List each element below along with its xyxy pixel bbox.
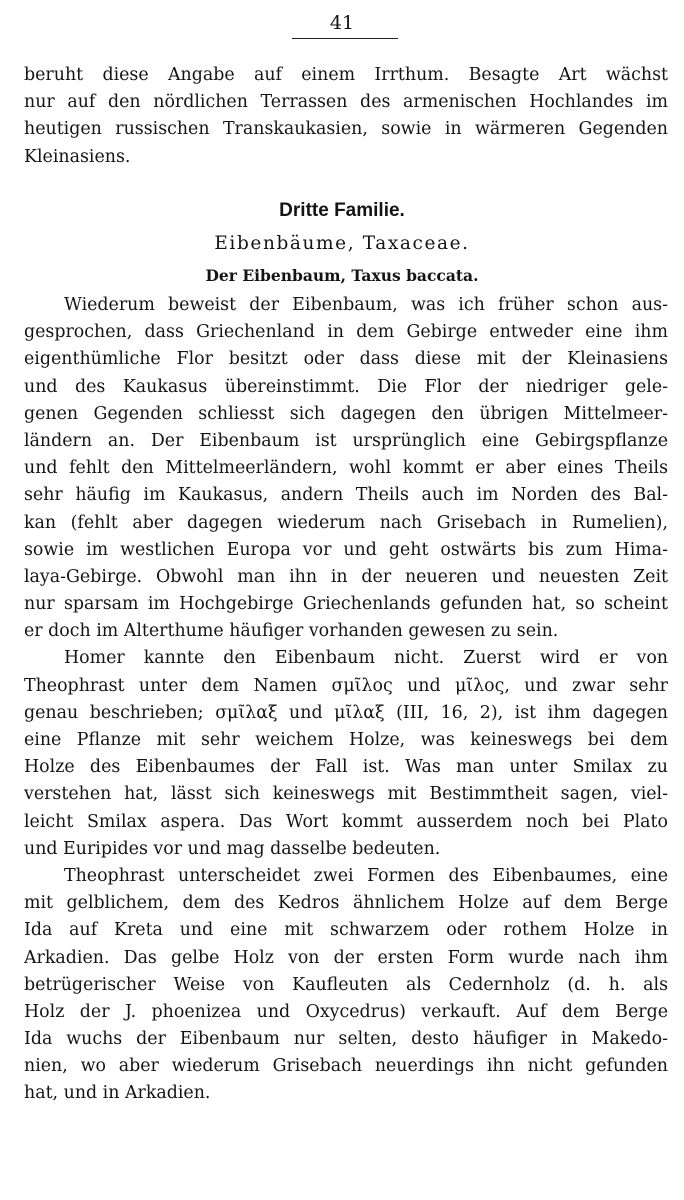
text-line: und fehlt den Mittelmeerländern, wohl kommt er aber eines Theils bbox=[24, 458, 668, 479]
text-line: Homer kannte den Eibenbaum nicht. Zuerst wird er von bbox=[64, 648, 668, 669]
family-subheading: Eibenbäume, Taxaceae. bbox=[214, 233, 470, 254]
text-line: nur auf den nördlichen Terrassen des armenischen Hochlandes im bbox=[24, 92, 668, 113]
text-line: gesprochen, dass Griechenland in dem Gebirge entweder eine ihm bbox=[24, 322, 668, 343]
text-line: genau beschrieben; σμῖλαξ und μῖλαξ (III, 16, 2), ist ihm dagegen bbox=[24, 702, 668, 723]
text-line: leicht Smilax aspera. Das Wort kommt ausserdem noch bei Plato bbox=[24, 811, 668, 832]
text-line: eigenthümliche Flor besitzt oder dass diese mit der Kleinasiens bbox=[24, 349, 668, 370]
text-line: kan (fehlt aber dagegen wiederum nach Grisebach in Rumelien), bbox=[24, 512, 668, 533]
header-rule bbox=[292, 38, 398, 39]
text-line: Ida wuchs der Eibenbaum nur selten, desto häufiger in Makedo- bbox=[24, 1029, 668, 1050]
text-line: Arkadien. Das gelbe Holz von der ersten Form wurde nach ihm bbox=[24, 947, 668, 968]
text-line: verstehen hat, lässt sich keineswegs mit Bestimmtheit sagen, viel- bbox=[24, 784, 668, 805]
text-line: Holze des Eibenbaumes der Fall ist. Was man unter Smilax zu bbox=[24, 757, 668, 778]
text-line: nur sparsam im Hochgebirge Griechenlands gefunden hat, so scheint bbox=[24, 594, 668, 615]
text-line: sowie im westlichen Europa vor und geht ostwärts bis zum Hima- bbox=[24, 539, 668, 560]
paragraph-3 bbox=[24, 863, 668, 1108]
text-line: eine Pflanze mit sehr weichem Holze, was keineswegs bei dem bbox=[24, 730, 668, 750]
text-line: sehr häufig im Kaukasus, andern Theils auch im Norden des Bal- bbox=[24, 485, 668, 506]
paragraph-2 bbox=[24, 645, 668, 863]
text-line: laya-Gebirge. Obwohl man ihn in der neueren und neuesten Zeit bbox=[24, 566, 668, 587]
text-line: Kleinasiens. bbox=[24, 146, 131, 167]
main-text bbox=[24, 292, 668, 1108]
text-line: hat, und in Arkadien. bbox=[24, 1083, 211, 1104]
text-line: Theophrast unter dem Namen σμῖλος und μῖλος, und zwar sehr bbox=[24, 675, 668, 696]
species-heading: Der Eibenbaum, Taxus baccata. bbox=[205, 266, 479, 285]
text-line: mit gelblichem, dem des Kedros ähnlichem Holze auf dem Berge bbox=[24, 893, 668, 914]
text-line: und Euripides vor und mag dasselbe bedeuten. bbox=[24, 838, 441, 859]
text-line: Holz der J. phoenizea und Oxycedrus) verkauft. Auf dem Berge bbox=[24, 1001, 668, 1022]
text-line: Theophrast unterscheidet zwei Formen des Eibenbaumes, eine bbox=[64, 865, 668, 886]
text-line: er doch im Alterthume häufiger vorhanden gewesen zu sein. bbox=[24, 621, 559, 642]
text-line: heutigen russischen Transkaukasien, sowie in wärmeren Gegenden bbox=[24, 119, 668, 140]
text-line: Wiederum beweist der Eibenbaum, was ich früher schon aus- bbox=[64, 295, 668, 315]
family-heading: Dritte Familie. bbox=[279, 200, 405, 221]
text-line: nien, wo aber wiederum Grisebach neuerdings ihn nicht gefunden bbox=[24, 1056, 668, 1077]
page-number: 41 bbox=[329, 12, 355, 34]
intro-paragraph bbox=[24, 62, 668, 171]
text-line: Ida auf Kreta und eine mit schwarzem oder rothem Holze in bbox=[24, 920, 668, 941]
paragraph-1 bbox=[24, 292, 668, 645]
text-line: ländern an. Der Eibenbaum ist ursprünglich eine Gebirgspflanze bbox=[24, 430, 668, 451]
text-line: und des Kaukasus übereinstimmt. Die Flor der niedriger gele- bbox=[24, 376, 668, 397]
text-line: betrügerischer Weise von Kaufleuten als Cedernholz (d. h. als bbox=[24, 974, 668, 995]
text-line: beruht diese Angabe auf einem Irrthum. Besagte Art wächst bbox=[24, 65, 668, 85]
text-line: genen Gegenden schliesst sich dagegen den übrigen Mittelmeer- bbox=[24, 403, 668, 424]
